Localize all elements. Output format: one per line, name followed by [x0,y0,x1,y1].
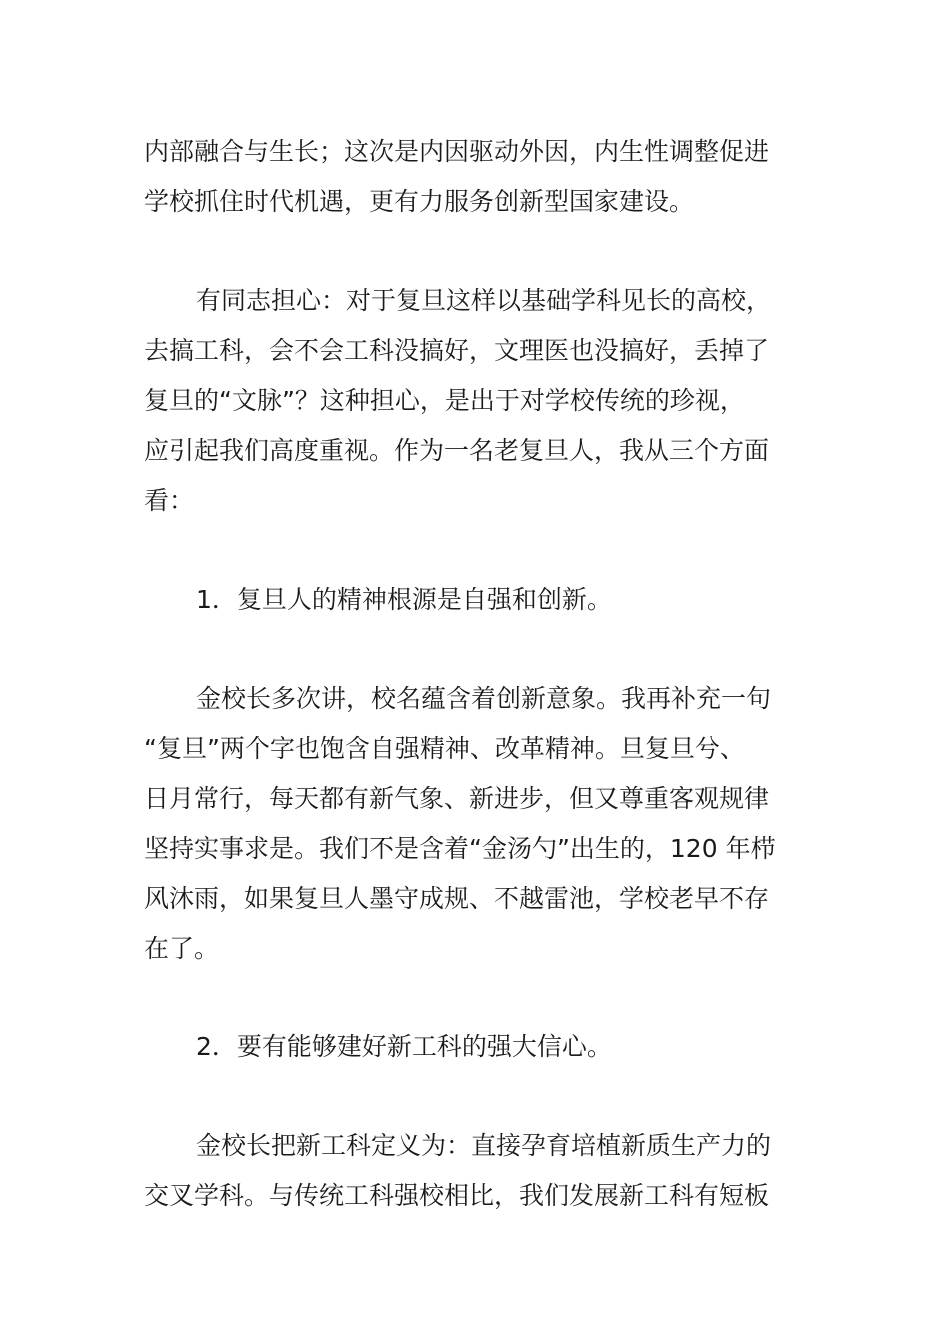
section-heading-1 [144,575,814,625]
paragraph-new-engineering [144,1121,814,1221]
text-line: 应引起我们高度重视。作为一名老复旦人，我从三个方面 [144,436,770,465]
text-line: 风沐雨，如果复旦人墨守成规、不越雷池，学校老早不存 [144,884,770,913]
text-line: 有同志担心：对于复旦这样以基础学科见长的高校， [196,286,772,315]
text-line: 复旦的“文脉”？这种担心，是出于对学校传统的珍视， [144,386,745,415]
text-line: 交叉学科。与传统工科强校相比，我们发展新工科有短板 [144,1181,770,1210]
text-line: 内部融合与生长；这次是内因驱动外因，内生性调整促进 [144,137,770,166]
paragraph-concern [144,276,814,526]
text-line: 2．要有能够建好新工科的强大信心。 [196,1032,612,1061]
paragraph-continuation [144,127,814,227]
text-line: 学校抓住时代机遇，更有力服务创新型国家建设。 [144,187,695,216]
text-line: 坚持实事求是。我们不是含着“金汤勺”出生的，120 年栉 [144,834,776,863]
paragraph-innovation [144,674,814,974]
section-heading-2 [144,1022,814,1072]
text-line: 1．复旦人的精神根源是自强和创新。 [196,585,612,614]
text-line: 日月常行，每天都有新气象、新进步，但又尊重客观规律 [144,784,770,813]
text-line: 去搞工科，会不会工科没搞好，文理医也没搞好，丢掉了 [144,336,770,365]
text-line: 金校长把新工科定义为：直接孕育培植新质生产力的 [196,1131,772,1160]
text-line: 金校长多次讲，校名蕴含着创新意象。我再补充一句 [196,684,772,713]
text-line: 在了。 [144,934,220,963]
text-line: 看： [144,486,195,515]
text-line: “复旦”两个字也饱含自强精神、改革精神。旦复旦兮、 [144,734,745,763]
